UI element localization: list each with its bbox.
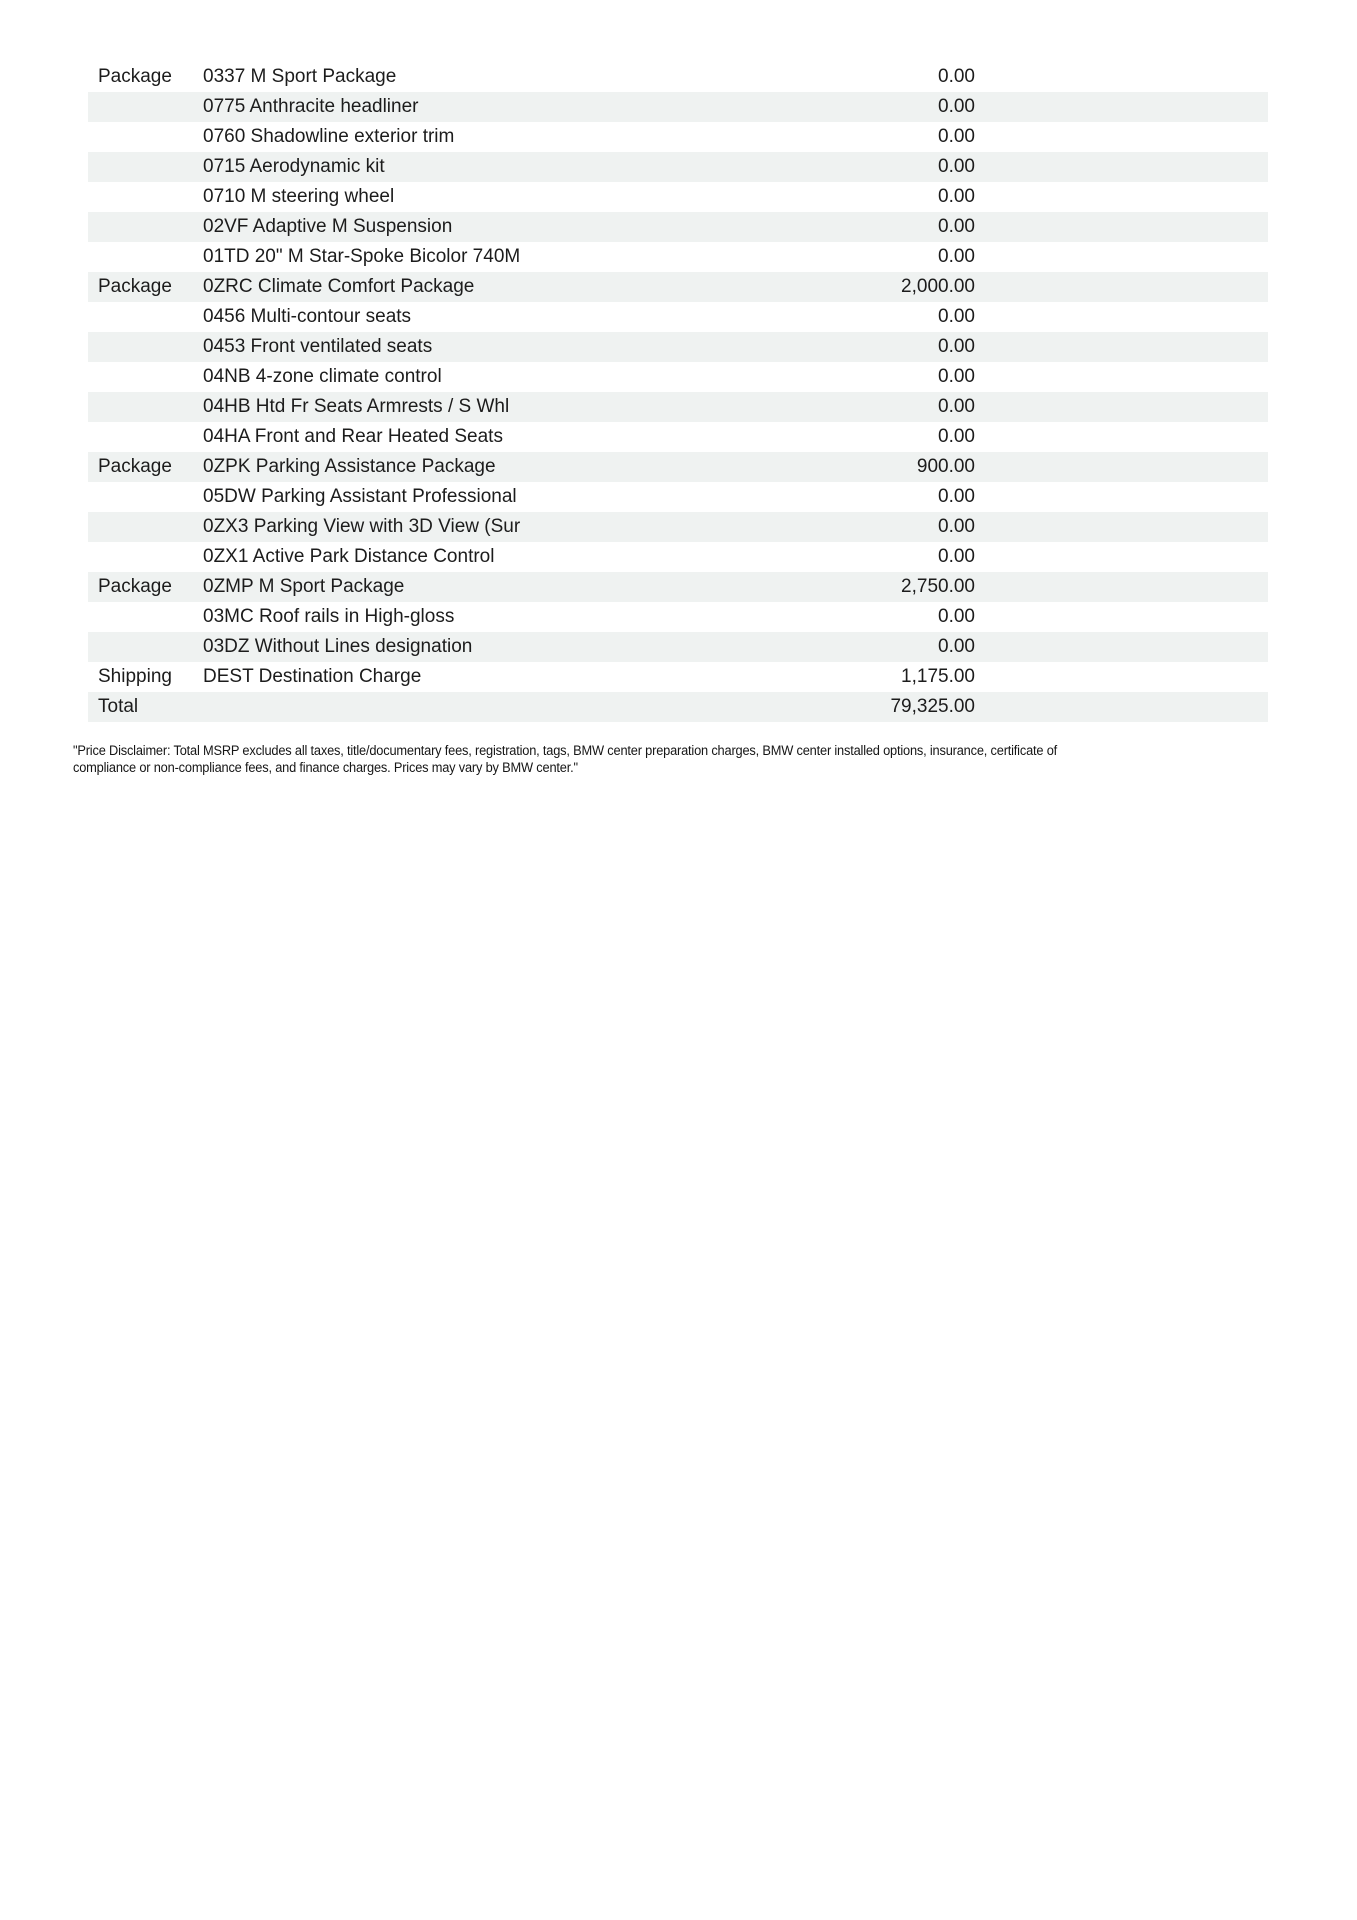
category-cell	[88, 332, 203, 362]
item-cell: 03MC Roof rails in High-gloss	[203, 606, 455, 627]
category-cell	[88, 362, 203, 392]
row-right-pad	[975, 452, 1268, 482]
price-cell: 0.00	[938, 246, 975, 267]
row-right-pad	[975, 62, 1268, 92]
category-cell	[88, 92, 203, 122]
item-cell: 0ZX3 Parking View with 3D View (Sur	[203, 516, 521, 537]
price-cell: 0.00	[938, 66, 975, 87]
table-row	[88, 512, 1268, 542]
table-row	[88, 452, 1268, 482]
row-right-pad	[975, 122, 1268, 152]
table-row	[88, 62, 1268, 92]
table-row	[88, 92, 1268, 122]
price-cell: 2,750.00	[901, 576, 975, 597]
table-row	[88, 392, 1268, 422]
price-cell: 1,175.00	[901, 666, 975, 687]
category-cell: Package	[98, 66, 172, 87]
price-cell: 0.00	[938, 156, 975, 177]
table-row	[88, 632, 1268, 662]
price-cell: 2,000.00	[901, 276, 975, 297]
item-cell: DEST Destination Charge	[203, 666, 422, 687]
category-cell: Shipping	[98, 666, 172, 687]
table-row	[88, 272, 1268, 302]
row-right-pad	[975, 692, 1268, 722]
price-cell: 0.00	[938, 306, 975, 327]
price-cell: 0.00	[938, 636, 975, 657]
item-cell: 02VF Adaptive M Suspension	[203, 216, 453, 237]
category-cell	[88, 242, 203, 272]
table-row	[88, 542, 1268, 572]
row-right-pad	[975, 572, 1268, 602]
category-cell: Package	[98, 576, 172, 597]
category-cell	[88, 392, 203, 422]
row-right-pad	[975, 152, 1268, 182]
table-row	[88, 602, 1268, 632]
item-cell: 04HA Front and Rear Heated Seats	[203, 426, 503, 447]
price-cell: 0.00	[938, 336, 975, 357]
item-cell: 0ZMP M Sport Package	[203, 576, 405, 597]
category-cell	[88, 632, 203, 662]
row-right-pad	[975, 242, 1268, 272]
category-cell	[88, 602, 203, 632]
category-cell: Total	[98, 696, 139, 717]
price-cell: 0.00	[938, 216, 975, 237]
price-cell: 0.00	[938, 546, 975, 567]
category-cell	[88, 122, 203, 152]
price-cell: 0.00	[938, 96, 975, 117]
table-row	[88, 572, 1268, 602]
item-cell: 03DZ Without Lines designation	[203, 636, 473, 657]
category-cell	[88, 482, 203, 512]
price-disclaimer	[73, 742, 1057, 776]
price-cell: 0.00	[938, 126, 975, 147]
vehicle-options-table	[88, 62, 1268, 722]
category-cell	[88, 542, 203, 572]
row-right-pad	[975, 182, 1268, 212]
table-row	[88, 482, 1268, 512]
category-cell	[88, 152, 203, 182]
table-row	[88, 152, 1268, 182]
table-row	[88, 362, 1268, 392]
row-right-pad	[975, 392, 1268, 422]
table-row	[88, 332, 1268, 362]
category-cell	[88, 512, 203, 542]
row-right-pad	[975, 362, 1268, 392]
price-cell: 0.00	[938, 186, 975, 207]
row-right-pad	[975, 422, 1268, 452]
item-cell: 04NB 4-zone climate control	[203, 366, 442, 387]
category-cell	[88, 422, 203, 452]
table-row	[88, 662, 1268, 692]
row-right-pad	[975, 512, 1268, 542]
item-cell: 0715 Aerodynamic kit	[203, 156, 385, 177]
table-row	[88, 422, 1268, 452]
row-right-pad	[975, 662, 1268, 692]
table-row	[88, 212, 1268, 242]
disclaimer-line-1: "Price Disclaimer: Total MSRP excludes all taxes, title/documentary fees, registration, tags, BMW center preparation charges, BMW center installed options, insurance, certificate of	[73, 743, 1058, 758]
row-right-pad	[975, 482, 1268, 512]
price-cell: 0.00	[938, 396, 975, 417]
row-right-pad	[975, 212, 1268, 242]
table-row	[88, 692, 1268, 722]
category-cell	[88, 302, 203, 332]
price-cell: 79,325.00	[890, 696, 975, 717]
item-cell: 0456 Multi-contour seats	[203, 306, 412, 327]
item-cell: 0ZX1 Active Park Distance Control	[203, 546, 495, 567]
category-cell: Package	[98, 276, 172, 297]
disclaimer-line-2: compliance or non-compliance fees, and finance charges. Prices may vary by BMW center."	[73, 760, 578, 775]
item-cell: 0760 Shadowline exterior trim	[203, 126, 455, 147]
table-row	[88, 242, 1268, 272]
item-cell: 0710 M steering wheel	[203, 186, 395, 207]
item-cell: 0ZRC Climate Comfort Package	[203, 276, 475, 297]
price-cell: 900.00	[916, 456, 975, 477]
item-cell: 0ZPK Parking Assistance Package	[203, 456, 496, 477]
row-right-pad	[975, 632, 1268, 662]
price-cell: 0.00	[938, 516, 975, 537]
row-right-pad	[975, 332, 1268, 362]
item-cell	[203, 692, 785, 722]
row-right-pad	[975, 272, 1268, 302]
row-right-pad	[975, 92, 1268, 122]
item-cell: 01TD 20" M Star-Spoke Bicolor 740M	[203, 246, 521, 267]
item-cell: 04HB Htd Fr Seats Armrests / S Whl	[203, 396, 510, 417]
table-row	[88, 122, 1268, 152]
table-row	[88, 182, 1268, 212]
row-right-pad	[975, 542, 1268, 572]
price-cell: 0.00	[938, 606, 975, 627]
category-cell: Package	[98, 456, 172, 477]
table-row	[88, 302, 1268, 332]
item-cell: 0337 M Sport Package	[203, 66, 397, 87]
price-cell: 0.00	[938, 366, 975, 387]
category-cell	[88, 182, 203, 212]
row-right-pad	[975, 302, 1268, 332]
item-cell: 0453 Front ventilated seats	[203, 336, 433, 357]
price-cell: 0.00	[938, 426, 975, 447]
row-right-pad	[975, 602, 1268, 632]
item-cell: 05DW Parking Assistant Professional	[203, 486, 517, 507]
category-cell	[88, 212, 203, 242]
item-cell: 0775 Anthracite headliner	[203, 96, 419, 117]
price-cell: 0.00	[938, 486, 975, 507]
